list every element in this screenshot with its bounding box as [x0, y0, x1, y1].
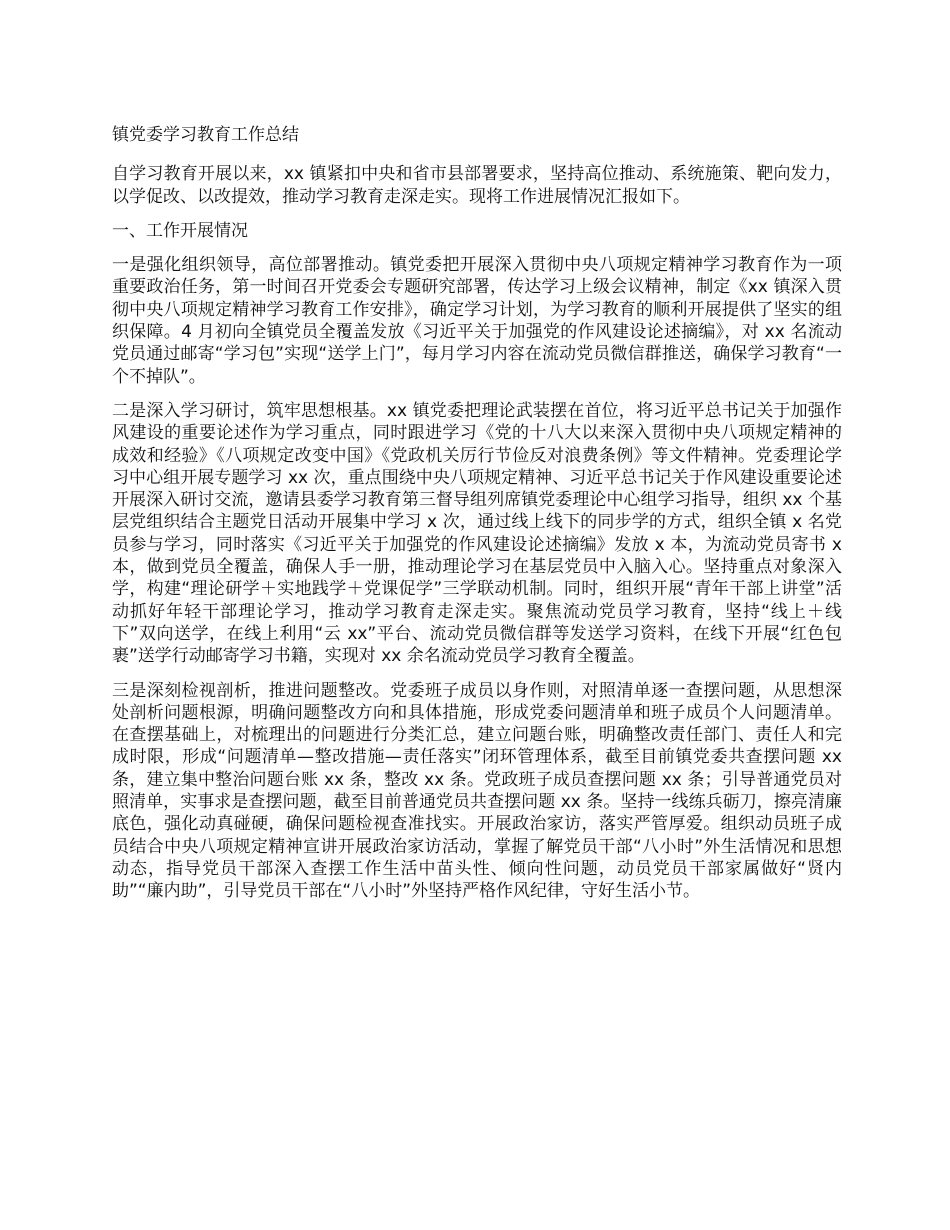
document-page	[112, 124, 842, 915]
paragraph-organization: 一是强化组织领导，高位部署推动。镇党委把开展深入贯彻中央八项规定精神学习教育作为一项重要政治任务，第一时间召开党委会专题研究部署，传达学习上级会议精神，制定《xx 镇深入贯彻中央八项规定精神学习教育工作安排》，确定学习计划，为学习教育的顺利开展提供了坚实的组织保障。4 月初向全镇党员全覆盖发放《习近平关于加强党的作风建设论述摘编》，对 xx 名流动党员通过邮寄“学习包”实现“送学上门”，每月学习内容在流动党员微信群推送，确保学习教育“一个不掉队”。	[112, 255, 842, 387]
paragraph-inspection: 三是深刻检视剖析，推进问题整改。党委班子成员以身作则，对照清单逐一查摆问题，从思想深处剖析问题根源，明确问题整改方向和具体措施，形成党委问题清单和班子成员个人问题清单。在查摆基础上，对梳理出的问题进行分类汇总，建立问题台账，明确整改责任部门、责任人和完成时限，形成“问题清单—整改措施—责任落实”闭环管理体系，截至目前镇党委共查摆问题 xx 条，建立集中整治问题台账 xx 条，整改 xx 条。党政班子成员查摆问题 xx 条；引导普通党员对照清单，实事求是查摆问题，截至目前普通党员共查摆问题 xx 条。坚持一线练兵砺刀，擦亮清廉底色，强化动真碰硬，确保问题检视查准找实。开展政治家访，落实严管厚爱。组织动员班子成员结合中央八项规定精神宣讲开展政治家访活动，掌握了解党员干部“八小时”外生活情况和思想动态，指导党员干部深入查摆工作生活中苗头性、倾向性问题，动员党员干部家属做好“贤内助”“廉内助”，引导党员干部在“八小时”外坚持严格作风纪律，守好生活小节。	[112, 680, 842, 902]
paragraph-study: 二是深入学习研讨，筑牢思想根基。xx 镇党委把理论武装摆在首位，将习近平总书记关于加强作风建设的重要论述作为学习重点，同时跟进学习《党的十八大以来深入贯彻中央八项规定精神的成效和经验》《八项规定改变中国》《党政机关厉行节俭反对浪费条例》等文件精神。党委理论学习中心组开展专题学习 xx 次，重点围绕中央八项规定精神、习近平总书记关于作风建设重要论述开展深入研讨交流，邀请县委学习教育第三督导组列席镇党委理论中心组学习指导，组织 xx 个基层党组织结合主题党日活动开展集中学习 x 次，通过线上线下的同步学的方式，组织全镇 x 名党员参与学习，同时落实《习近平关于加强党的作风建设论述摘编》发放 x 本，为流动党员寄书 x 本，做到党员全覆盖，确保人手一册，推动理论学习在基层党员中入脑入心。坚持重点对象深入学，构建“理论研学＋实地践学＋党课促学”三学联动机制。同时，组织开展“青年干部上讲堂”活动抓好年轻干部理论学习，推动学习教育走深走实。聚焦流动党员学习教育，坚持“线上＋线下”双向送学，在线上利用“云 xx”平台、流动党员微信群等发送学习资料，在线下开展“红色包裹”送学行动邮寄学习书籍，实现对 xx 余名流动党员学习教育全覆盖。	[112, 400, 842, 667]
section-heading: 一、工作开展情况	[112, 220, 248, 241]
document-title: 镇党委学习教育工作总结	[112, 125, 299, 145]
intro-paragraph: 自学习教育开展以来，xx 镇紧扣中央和省市县部署要求，坚持高位推动、系统施策、靶向发力，以学促改、以改提效，推动学习教育走深走实。现将工作进展情况汇报如下。	[112, 164, 842, 207]
